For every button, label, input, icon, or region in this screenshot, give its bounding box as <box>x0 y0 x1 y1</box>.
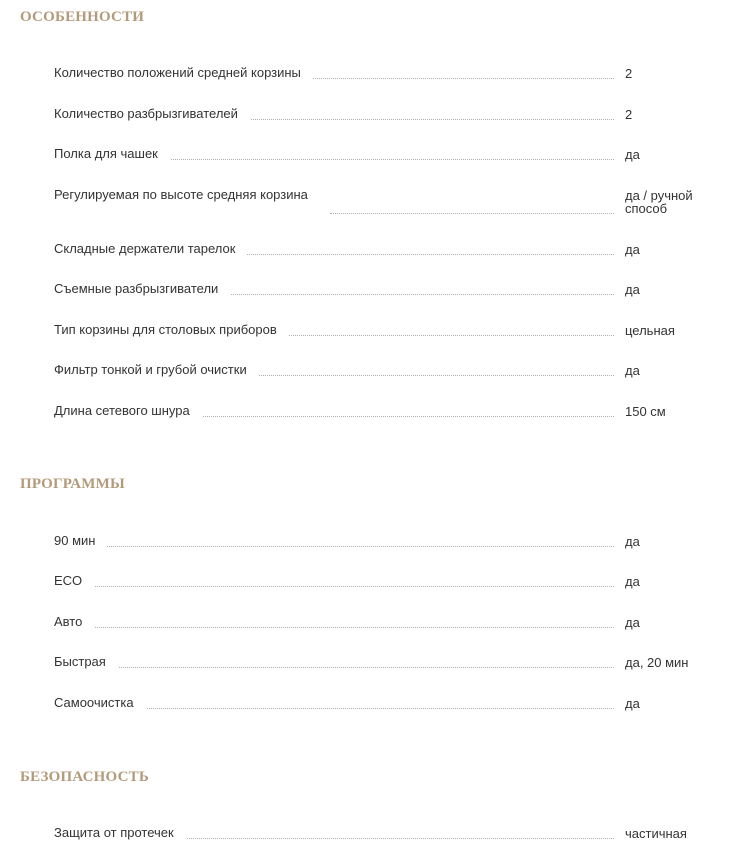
spec-value: да <box>625 534 640 549</box>
spec-value: 150 см <box>625 404 666 419</box>
spec-value: да <box>625 242 640 257</box>
spec-value: да <box>625 282 640 297</box>
spec-value: да, 20 мин <box>625 655 689 670</box>
section-title-features: ОСОБЕННОСТИ <box>20 9 145 25</box>
dotted-leader <box>54 546 614 547</box>
spec-value: да <box>625 615 640 630</box>
spec-label: Регулируемая по высоте средняя корзина <box>54 187 320 203</box>
spec-value: да <box>625 696 640 711</box>
spec-value: 2 <box>625 66 633 81</box>
spec-label: 90 мин <box>54 533 107 549</box>
section-title-safety: БЕЗОПАСНОСТЬ <box>20 769 149 785</box>
spec-label: Быстрая <box>54 654 118 670</box>
spec-value: да <box>625 363 640 378</box>
dotted-leader <box>330 213 614 214</box>
spec-label: Количество разбрызгивателей <box>54 106 250 122</box>
dotted-leader <box>54 627 614 628</box>
spec-label: ECO <box>54 573 94 589</box>
spec-value: да <box>625 574 640 589</box>
spec-label: Защита от протечек <box>54 825 186 841</box>
spec-value: да <box>625 147 640 162</box>
spec-label: Авто <box>54 614 94 630</box>
spec-label: Складные держатели тарелок <box>54 241 247 257</box>
spec-label: Длина сетевого шнура <box>54 403 202 419</box>
dotted-leader <box>54 586 614 587</box>
section-title-programs: ПРОГРАММЫ <box>20 476 125 492</box>
spec-label: Количество положений средней корзины <box>54 65 313 81</box>
spec-label: Полка для чашек <box>54 146 170 162</box>
spec-value: цельная <box>625 323 675 338</box>
spec-value: да / ручной способ <box>625 188 693 216</box>
dotted-leader <box>54 667 614 668</box>
spec-label: Тип корзины для столовых приборов <box>54 322 289 338</box>
spec-label: Съемные разбрызгиватели <box>54 281 230 297</box>
spec-value: 2 <box>625 107 633 122</box>
spec-label: Самоочистка <box>54 695 146 711</box>
spec-value: частичная <box>625 826 687 841</box>
spec-label: Фильтр тонкой и грубой очистки <box>54 362 259 378</box>
